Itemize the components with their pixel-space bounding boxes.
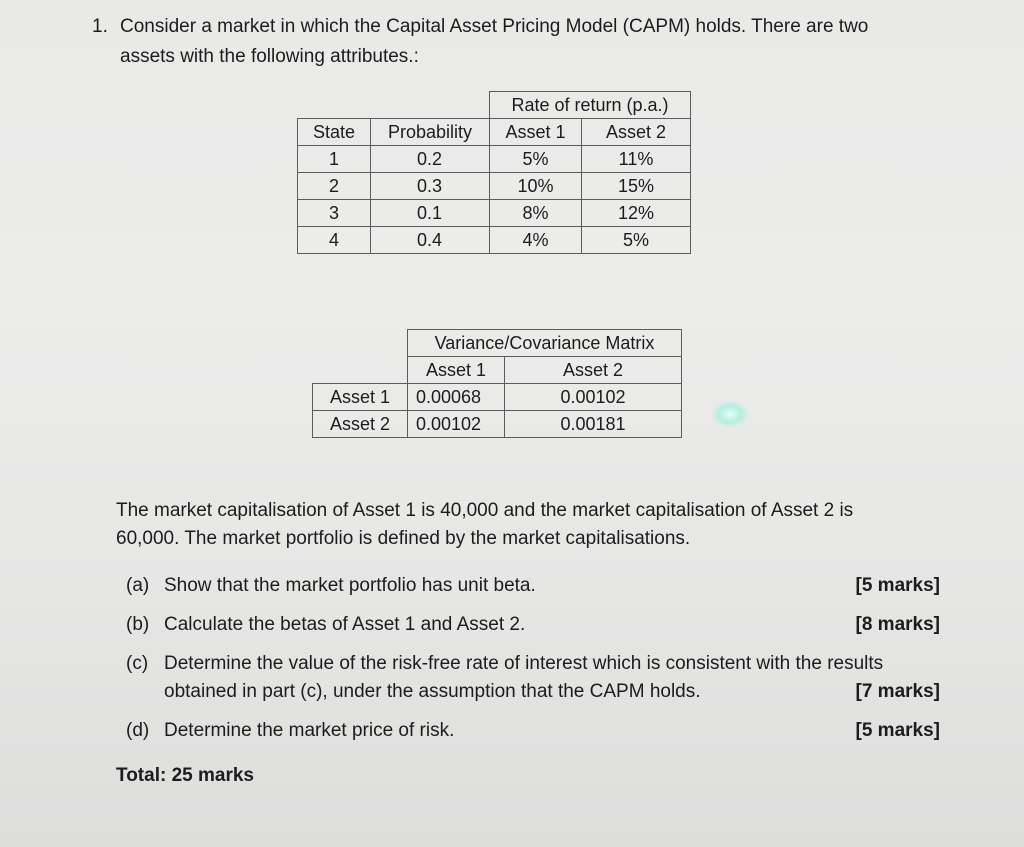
part-label: (a) <box>126 575 150 596</box>
returns-group-header-row <box>298 92 691 119</box>
market-cap-line1: The market capitalisation of Asset 1 is 40,000 and the market capitalisation of Asset 2 is <box>116 500 854 521</box>
table-row <box>298 200 691 227</box>
asset-1-return-cell: 4% <box>490 227 582 254</box>
asset-2-return-cell: 15% <box>582 173 691 200</box>
part-marks: [8 marks] <box>855 614 940 635</box>
probability-cell: 0.3 <box>371 173 490 200</box>
part-text: Determine the value of the risk-free rate of interest which is consistent with the results <box>164 653 884 674</box>
cov-cell: 0.00102 <box>505 384 682 411</box>
part-marks: [5 marks] <box>855 575 940 596</box>
part-text: Show that the market portfolio has unit beta. <box>164 575 536 596</box>
part-b <box>126 611 940 639</box>
part-text: Calculate the betas of Asset 1 and Asset 2. <box>164 614 526 635</box>
table-row <box>298 146 691 173</box>
state-cell: 3 <box>298 200 371 227</box>
header-asset-1: Asset 1 <box>490 119 582 146</box>
part-label: (d) <box>126 720 150 741</box>
question-number: 1. <box>92 16 108 37</box>
part-label: (b) <box>126 614 150 635</box>
covariance-matrix-table <box>312 329 682 438</box>
asset-1-return-cell: 5% <box>490 146 582 173</box>
asset-1-return-cell: 10% <box>490 173 582 200</box>
cov-cell: 0.00102 <box>408 411 505 438</box>
cov-header-asset-1: Asset 1 <box>408 357 505 384</box>
asset-2-return-cell: 12% <box>582 200 691 227</box>
cov-row-label: Asset 2 <box>313 411 408 438</box>
covariance-header-row <box>313 357 682 384</box>
question-intro-line1: Consider a market in which the Capital Asset Pricing Model (CAPM) holds. There are two <box>120 16 869 37</box>
table-row <box>313 411 682 438</box>
question-intro-line2: assets with the following attributes.: <box>120 46 419 67</box>
total-marks: Total: 25 marks <box>116 765 254 786</box>
state-cell: 4 <box>298 227 371 254</box>
asset-1-return-cell: 8% <box>490 200 582 227</box>
rate-of-return-header: Rate of return (p.a.) <box>490 92 691 119</box>
screen-glare <box>712 401 748 427</box>
question-intro <box>92 12 952 72</box>
state-cell: 1 <box>298 146 371 173</box>
returns-table <box>297 91 691 254</box>
market-cap-paragraph <box>116 497 956 553</box>
header-state: State <box>298 119 371 146</box>
part-text-continued: obtained in part (c), under the assumption that the CAPM holds. <box>164 681 701 702</box>
market-cap-line2: 60,000. The market portfolio is defined by the market capitalisations. <box>116 528 691 549</box>
table-row <box>313 384 682 411</box>
cov-row-label: Asset 1 <box>313 384 408 411</box>
probability-cell: 0.2 <box>371 146 490 173</box>
header-asset-2: Asset 2 <box>582 119 691 146</box>
table-row <box>298 173 691 200</box>
probability-cell: 0.1 <box>371 200 490 227</box>
part-d <box>126 717 940 745</box>
part-marks: [7 marks] <box>855 681 940 702</box>
table-row <box>298 227 691 254</box>
cov-cell: 0.00181 <box>505 411 682 438</box>
asset-2-return-cell: 11% <box>582 146 691 173</box>
part-label: (c) <box>126 653 149 674</box>
part-marks: [5 marks] <box>855 720 940 741</box>
covariance-title-row <box>313 330 682 357</box>
asset-2-return-cell: 5% <box>582 227 691 254</box>
question-parts <box>126 572 940 756</box>
probability-cell: 0.4 <box>371 227 490 254</box>
part-a <box>126 572 940 600</box>
header-probability: Probability <box>371 119 490 146</box>
cov-header-asset-2: Asset 2 <box>505 357 682 384</box>
cov-cell: 0.00068 <box>408 384 505 411</box>
part-text: Determine the market price of risk. <box>164 720 455 741</box>
state-cell: 2 <box>298 173 371 200</box>
covariance-matrix-title: Variance/Covariance Matrix <box>408 330 682 357</box>
returns-header-row <box>298 119 691 146</box>
part-c <box>126 650 940 706</box>
